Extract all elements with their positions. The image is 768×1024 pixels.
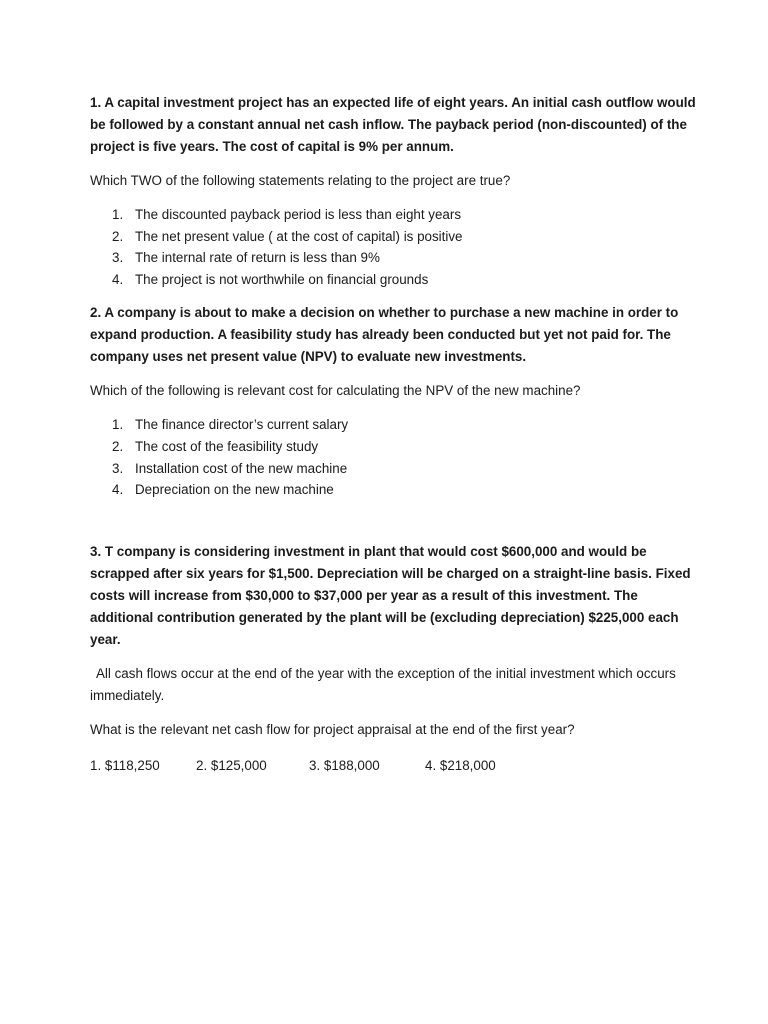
option-number: 2. (112, 438, 124, 454)
option-text: 2. $125,000 (196, 757, 267, 773)
question-3 (90, 541, 698, 777)
option-item (90, 226, 698, 248)
option-text: The net present value ( at the cost of capital) is positive (135, 228, 463, 244)
option-number: 3. (112, 250, 124, 266)
option-text: 1. $118,250 (90, 757, 160, 773)
option-item (90, 414, 698, 436)
option-text: 3. $188,000 (309, 757, 380, 773)
question-1-options (90, 204, 698, 290)
question-2-prompt: Which of the following is relevant cost for calculating the NPV of the new machine? (90, 383, 581, 399)
question-1-stem: 1. A capital investment project has an expected life of eight years. An initial cash outflow would be followed by a constant annual net cash inflow. The payback period (non-discounted) of the project is five years. The cost of capital is 9% per annum. (90, 95, 696, 154)
option-number: 2. (112, 228, 124, 244)
question-1 (90, 92, 698, 290)
option-text: The cost of the feasibility study (135, 438, 319, 454)
question-3-note: All cash flows occur at the end of the year with the exception of the initial investment which occurs immediately. (90, 665, 676, 703)
option-item (90, 479, 698, 501)
option-number: 1. (112, 417, 124, 433)
option-text: Depreciation on the new machine (135, 482, 334, 498)
option-number: 3. (112, 460, 124, 476)
question-2-stem: 2. A company is about to make a decision on whether to purchase a new machine in order to expand production. A feasibility study has already been conducted but yet not paid for. The company uses net present value (NPV) to evaluate new investments. (90, 305, 679, 365)
option-text: The finance director’s current salary (135, 417, 349, 433)
option-text: 4. $218,000 (425, 757, 496, 773)
option-number: 4. (112, 482, 124, 498)
question-3-stem: 3. T company is considering investment in plant that would cost $600,000 and would be scrapped after six years for $1,500. Depreciation will be charged on a straight-line basis. Fixed costs will increase from $30,000 to $37,000 per year as a result of this investment. The additional contribution generated by the plant will be (excluding depreciation) $225,000 each year. (90, 543, 691, 647)
option-item (90, 247, 698, 269)
option-item (90, 436, 698, 458)
question-1-prompt: Which TWO of the following statements relating to the project are true? (90, 173, 511, 188)
option-number: 1. (112, 207, 124, 222)
option-text: Installation cost of the new machine (135, 460, 348, 476)
option-number: 4. (112, 271, 124, 287)
question-3-options (90, 755, 698, 777)
option-item (90, 269, 698, 291)
question-2-options (90, 414, 698, 500)
option-text: The project is not worthwhile on financial grounds (135, 271, 429, 287)
question-3-prompt: What is the relevant net cash flow for project appraisal at the end of the first year? (90, 721, 575, 737)
question-2 (90, 302, 698, 500)
option-text: The internal rate of return is less than 9% (135, 250, 380, 266)
option-text: The discounted payback period is less than eight years (135, 207, 462, 222)
option-item (90, 458, 698, 480)
option-item (90, 204, 698, 226)
